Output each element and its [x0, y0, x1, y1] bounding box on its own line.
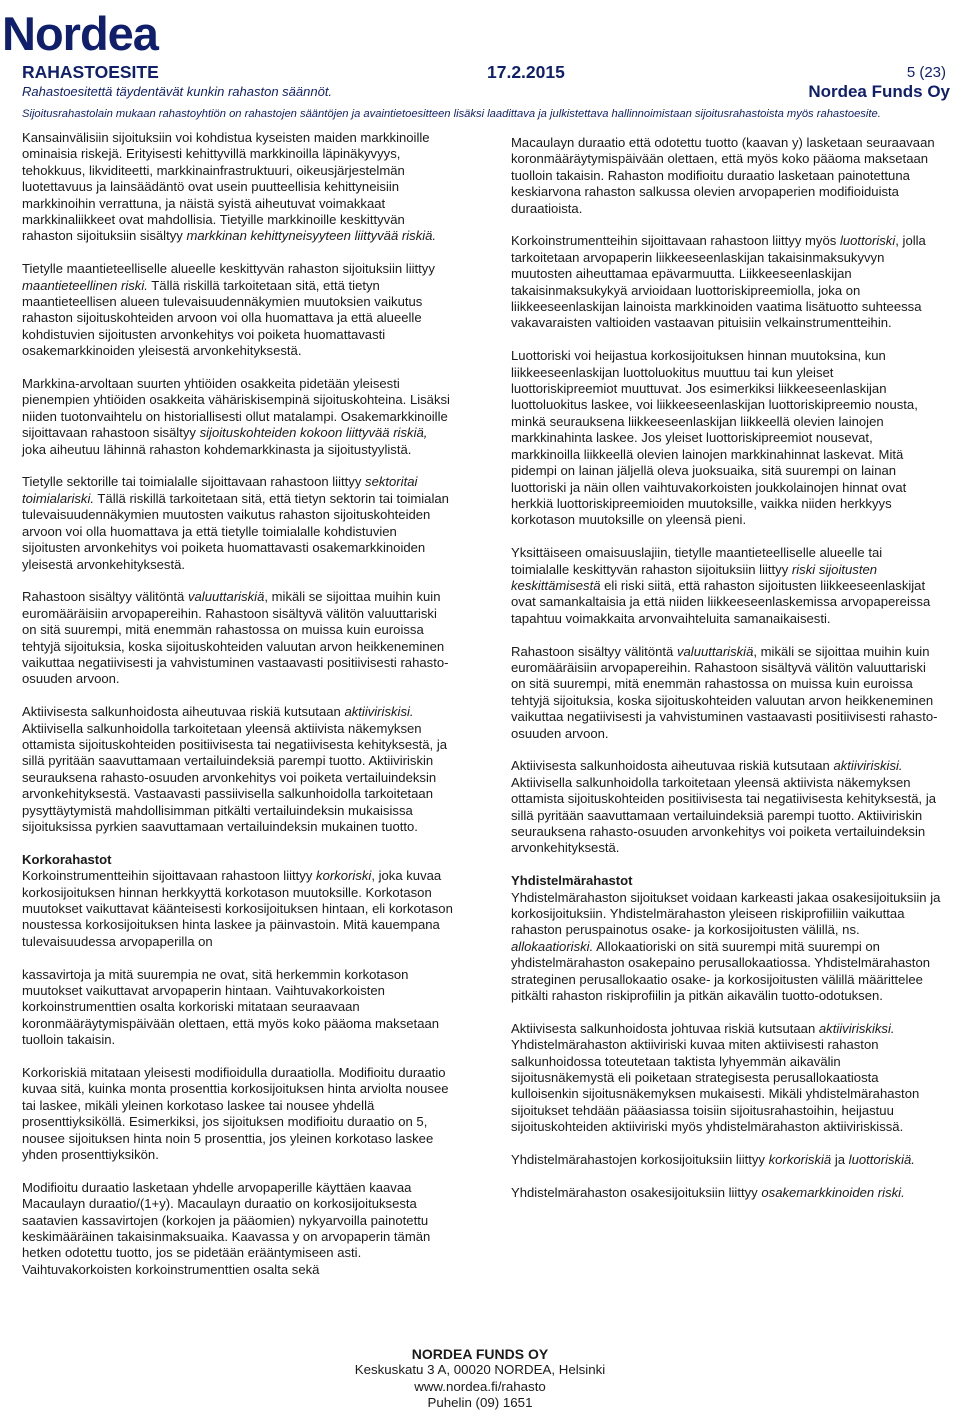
footer-address: Keskuskatu 3 A, 00020 NORDEA, Helsinki — [354, 1362, 606, 1378]
header-note: Sijoitusrahastolain mukaan rahastoyhtiön on rahastojen sääntöjen ja avaintietoesitteen lisäksi laadittava ja julkistettava hallinnoimistaan sijoitusrahastoista myös rahastoesite. — [22, 108, 881, 120]
paragraph: Macaulayn duraatio että odotettu tuotto (kaavan y) lasketaan seuraavaan koronmääräytymispäivään olettaen, että myös koko pääoma maksetaan tuolloin takaisin. Rahaston modifioitu duraatio lasketaan painotettuna keskiarvona rahaston salkussa olevien arvopaperien modifioiduista duraatioista. — [511, 135, 935, 216]
paragraph: Rahastoon sisältyy välitöntä valuuttariskiä, mikäli se sijoittaa muihin kuin euromääräisiin arvopapereihin. Rahastoon sisältyvä välitön valuuttariski on sitä suurempi, mitä enemmän rahastossa on muissa kuin euroissa tehtyjä sijoituksia, koska sijoituskohteiden valuutan arvon heikkeneminen vaikuttaa negatiivisesti ja vahvistuminen vastaavasti positiivisesti rahasto-osuuden arvoon. — [22, 589, 449, 687]
document-title: RAHASTOESITE — [22, 62, 159, 82]
footer-company-name: NORDEA FUNDS OY — [411, 1346, 549, 1362]
paragraph: Markkina-arvoltaan suurten yhtiöiden osakkeita pidetään yleisesti pienempien yhtiöiden osakkeita vähäriskisempinä sijoituskohteina. Lisäksi niiden tuotonvaihtelu on historiallisesti ollut matalampi. Osakemarkkinoille sijoittavaan rahastoon sisältyy sijoituskohteiden kokoon liittyvää riskiä, joka aiheutuu lähinnä rahaston kohdemarkkinasta ja sijoitustyylistä. — [22, 376, 450, 457]
paragraph: Tietylle sektorille tai toimialalle sijoittavaan rahastoon liittyy sektoritai toimialariski. Tällä riskillä tarkoitetaan sitä, että tietyn sektorin tai toimialan tulevaisuudennäkymien muutosten vaikutus rahaston sijoituskohteiden arvoon voi olla huomattava ja että tietylle toimialalle kohdistuvien sijoitusten arvonkehitys voi poiketa huomattavasti osakemarkkinoiden yleisestä arvonkehityksestä. — [22, 474, 449, 572]
paragraph: Yhdistelmärahastojen korkosijoituksiin liittyy korkoriskiä ja luottoriskiä. — [511, 1152, 915, 1168]
paragraph: Aktiivisesta salkunhoidosta aiheutuvaa riskiä kutsutaan aktiiviriskisi. Aktiivisella salkunhoidolla tarkoitetaan yleensä aktiivista näkemyksen ottamista sijoituskohteiden positiivisesta tai negatiivisesta kehityksestä, ja sillä pyritään saavuttamaan vertailuindeksiä parempi tuotto. Aktiiviriskin seurauksena rahasto-osuuden arvonkehitys voi poiketa vertailuindeksin arvonkehityksestä. Vastaavasti passiivisella salkunhoidolla tarkoitetaan pysyttäytymistä mahdollisimman pitkälti vertailuindeksin mukaisissa sijoituksissa pyrkien saavuttamaan vertailuindeksin mukainen tuotto. — [22, 704, 448, 834]
paragraph: Luottoriski voi heijastua korkosijoituksen hinnan muutoksina, kun liikkeeseenlaskijan luottoluokitus muuttuu tai kun yleiset luottoriskipreemiot muuttuvat. Jos esimerkiksi liikkeeseenlaskijan luottoluokitus laskee, voi liikkeeseenlaskijan luottoriskipreemio nousta, minkä seurauksena liikkeeseenlaskijan liikkeellä olevien lainojen markkinahinta laskee. Jos yleiset luottoriskipreemiot nousevat, markkinoilla liikkeellä olevien lainojen markkinahinnat laskevat. Mitä pidempi on lainan jäljellä oleva juoksuaika, sitä suurempi on lainan luottoriski ja näin ollen vaihtuvakorkoisten joukkolainojen hinnat ovat herkkiä luottoriskipreemioiden muutoksille, vaikka niiden herkkyys korkotason muutoksille on yleensä pieni. — [511, 348, 918, 528]
footer-phone: Puhelin (09) 1651 — [427, 1395, 533, 1411]
paragraph: Modifioitu duraatio lasketaan yhdelle arvopaperille käyttäen kaavaa Macaulayn duraatio/(1+y). Macaulayn duraatio on korkosijoituksesta saatavien kassavirtojen (korkojen ja pääomien) nykyarvoilla painotettu keskimääräinen takaisinmaksuaika. Kaavassa y on arvopaperin tämän hetken odotettu tuotto, jos se pidetään erääntymiseen asti. Vaihtuvakorkoisten korkoinstrumenttien osalta sekä — [22, 1179, 431, 1277]
nordea-logo: Nordea — [2, 7, 158, 60]
paragraph: Yhdistelmärahaston osakesijoituksiin liittyy osakemarkkinoiden riski. — [511, 1184, 905, 1200]
right-column — [511, 135, 943, 1218]
footer — [0, 1346, 960, 1412]
paragraph: Korkoinstrumentteihin sijoittavaan rahastoon liittyy myös luottoriski, jolla tarkoitetaan arvopaperin liikkeeseenlaskijan takaisinmaksukyvyn muutosten aiheuttamaa epävarmuutta. Liikkeeseenlaskijan takaisinmaksukykyä arvioidaan luottoriskipreemiolla, joka on liikkeeseenlaskijan lainoista markkinoiden vaatima lisätuotto suhteessa vakavaraisten valtioiden vastaavan pituisiin velkainstrumentteihin. — [511, 233, 926, 331]
document-date: 17.2.2015 — [487, 62, 565, 82]
paragraph: Yhdistelmärahaston sijoitukset voidaan karkeasti jakaa osakesijoituksiin ja korkosijoituksiin. Yhdistelmärahaston yleiseen riskiprofiiliin vaikuttaa rahaston peruspainotus osake- ja korkosijoitusten välillä, ns. allokaatioriski. Allokaatioriski on sitä suurempi mitä suurempi on yhdistelmärahaston osakepaino perusallokaatiossa. Yhdistelmärahaston strateginen perusallokaatio osake- ja korkosijoitusten välillä määrittelee pitkälti rahaston riskiprofiilin ja pitkän aikavälin tuotto-odotuksen. — [511, 889, 941, 1004]
paragraph: Tietylle maantieteelliselle alueelle keskittyvän rahaston sijoituksiin liittyy maantieteellinen riski. Tällä riskillä tarkoitetaan sitä, että tietyn maantieteellisen alueen tulevaisuudennäkymien muutoksien vaikutus rahaston sijoituskohteiden arvoon voi olla huomattava ja että alueelle kohdistuvien sijoitusten arvonkehitys voi poiketa huomattavasti osakemarkkinoiden yleisestä arvonkehityksestä. — [22, 261, 435, 359]
paragraph: Yksittäiseen omaisuuslajiin, tietylle maantieteelliselle alueelle tai toimialalle keskittyvän rahaston sijoituksiin liittyy riski sijoitusten keskittämisestä eli riski siitä, että rahaston sijoitusten liikkeeseenlaskijat ovat samankaltaisia ja että niiden liikkeeseenlaskemissa arvopapereissa tapahtuu voimakkaita arvonvaihteluita samanaikaisesti. — [511, 545, 931, 626]
section-heading-korkorahastot: Korkorahastot — [22, 851, 112, 867]
footer-web-link[interactable]: www.nordea.fi/rahasto — [414, 1378, 546, 1394]
paragraph: Korkoinstrumentteihin sijoittavaan rahastoon liittyy korkoriski, joka kuvaa korkosijoituksen hinnan herkkyyttä korkotason muutoksille. Korkotason muutokset vaikuttavat käänteisesti korkosijoituksen hintaan, eli korkotason noustessa korkosijoituksen hinta laskee ja päinvastoin. Mitä kauempana tulevaisuudessa arvopaperilla on — [22, 868, 453, 949]
document-subtitle: Rahastoesitettä täydentävät kunkin rahaston säännöt. — [22, 84, 333, 99]
paragraph: Rahastoon sisältyy välitöntä valuuttariskiä, mikäli se sijoittaa muihin kuin euromääräisiin arvopapereihin. Rahastoon sisältyvä välitön valuuttariski on sitä suurempi, mitä enemmän rahastossa on muissa kuin euroissa tehtyjä sijoituksia, koska sijoituskohteiden valuutan arvon heikkeneminen vaikuttaa negatiivisesti ja vahvistuminen vastaavasti positiivisesti rahasto-osuuden arvoon. — [511, 643, 938, 741]
paragraph: Aktiivisesta salkunhoidosta johtuvaa riskiä kutsutaan aktiiviriskiksi. Yhdistelmärahaston aktiiviriski kuvaa miten aktiivisesti rahaston salkunhoidossa toteutetaan taktista lyhyemmän aikavälin sijoitusnäkemystä eli poiketaan strategisesta perusallokaatiosta kulloisenkin sijoitusnäkemyksen mukaisesti. Mikäli yhdistelmärahaston sijoitukset tehdään pääasiassa toisiin sijoitusrahastoihin, heijastuu sijoituskohteiden aktiiviriski myös yhdistelmärahaston aktiiviriskissä. — [511, 1020, 920, 1135]
paragraph: Aktiivisesta salkunhoidosta aiheutuvaa riskiä kutsutaan aktiiviriskisi. Aktiivisella salkunhoidolla tarkoitetaan yleensä aktiivista näkemyksen ottamista sijoituskohteiden positiivisesta tai negatiivisesta kehityksestä, ja sillä pyritään saavuttamaan vertailuindeksiä parempi tuotto. Aktiiviriskin seurauksena rahasto-osuuden arvonkehitys voi poiketa vertailuindeksin arvonkehityksestä. — [511, 758, 937, 856]
section-heading-yhdistelmarahastot: Yhdistelmärahastot — [511, 873, 633, 889]
paragraph: Kansainvälisiin sijoituksiin voi kohdistua kyseisten maiden markkinoille ominaisia riskejä. Erityisesti kehittyvillä markkinoilla läpinäkyvyys, tehokkuus, likviditeetti, markkinainfrastruktuuri, oikeusjärjestelmän luotettavuus ja lainsäädäntö ovat usein puutteellisia kehittyneisiin markkinoihin verrattuna, ja näistä syistä aiheutuvat voimakkaat markkinaliikkeet ovat mahdollisia. Tietyille markkinoille keskittyvän rahaston sijoituksiin sisältyy markkinan kehittyneisyyteen liittyvää riskiä. — [22, 130, 437, 244]
fund-company-name: Nordea Funds Oy — [808, 82, 950, 101]
left-column — [22, 130, 454, 1295]
paragraph: kassavirtoja ja mitä suurempia ne ovat, sitä herkemmin korkotason muutokset vaikuttavat arvopaperin hintaan. Vaihtuvakorkoisten korkoinstrumenttien osalta korkoriski mitataan seuraavaan koronmääräytymispäivään olettaen, että myös koko pääoma maksetaan tuolloin takaisin. — [22, 966, 440, 1048]
paragraph: Korkoriskiä mitataan yleisesti modifioidulla duraatiolla. Modifioitu duraatio kuvaa sitä, kuinka monta prosenttia korkosijoituksen hinta arviolta nousee tai laskee, mikäli yleinen korkotaso laskee tai nousee yhdellä prosenttiyksiköllä. Esimerkiksi, jos sijoituksen modifioitu duraatio on 5, nousee sijoituksen hinta noin 5 prosenttia, jos yleinen korkotaso laskee yhden prosenttiyksikön. — [22, 1065, 449, 1163]
page-number: 5 (23) — [906, 64, 946, 81]
